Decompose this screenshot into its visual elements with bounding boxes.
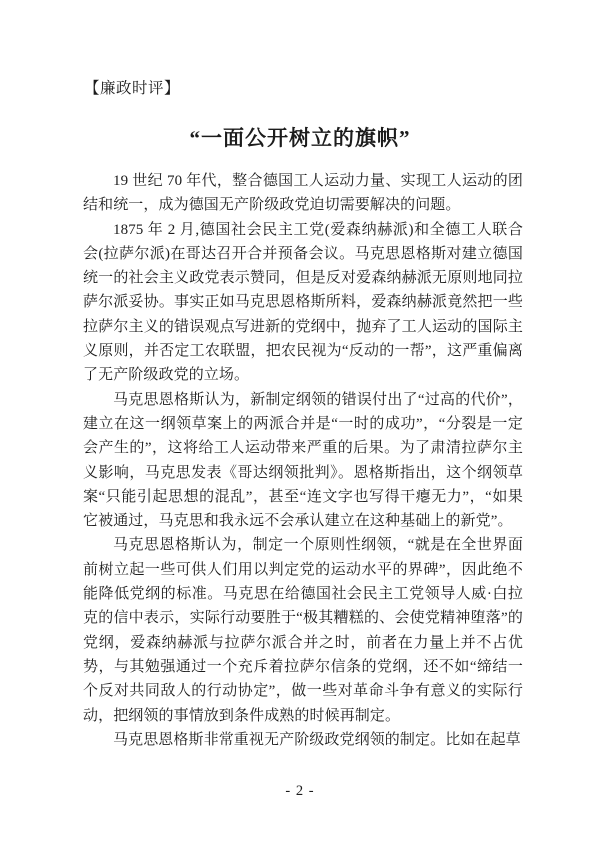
article-title: “一面公开树立的旗帜” — [189, 126, 411, 150]
paragraph: 马克思恩格斯非常重视无产阶级政党纲领的制定。比如在起草 — [113, 731, 521, 748]
page-number: - 2 - — [285, 783, 315, 799]
paragraph: 19 世纪 70 年代，整合德国工人运动力量、实现工人运动的团结和统一，成为德国无产阶级政党迫切需要解决的问题。 — [83, 173, 523, 214]
paragraph: 马克思恩格斯认为，制定一个原则性纲领，“就是在全世界面前树立起一些可供人们用以判定党的运动水平的界碑”，因此绝不能降低党纲的标准。马克思在给德国社会民主工党领导人威·白拉克的信中表示，实际行动要胜于“极其糟糕的、会使党精神堕落”的党纲，爱森纳赫派与拉萨尔派合并之时，前者在力量上并不占优势，与其勉强通过一个充斥着拉萨尔信条的党纲，还不如“缔结一个反对共同敌人的行动协定”，做一些对革命斗争有意义的实际行动，把纲领的事情放到条件成熟的时候再制定。 — [83, 537, 523, 724]
article-body — [83, 169, 523, 752]
paragraph: 马克思恩格斯认为，新制定纲领的错误付出了“过高的代价”，建立在这一纲领草案上的两派合并是“一时的成功”，“分裂是一定会产生的”，这将给工人运动带来严重的后果。为了肃清拉萨尔主义影响，马克思发表《哥达纲领批判》。恩格斯指出，这个纲领草案“只能引起思想的混乱”，甚至“连文字也写得干瘪无力”，“如果它被通过，马克思和我永远不会承认建立在这种基础上的新党”。 — [83, 391, 523, 530]
paragraph: 1875 年 2 月,德国社会民主工党(爱森纳赫派)和全德工人联合会(拉萨尔派)在哥达召开合并预备会议。马克思恩格斯对建立德国统一的社会主义政党表示赞同，但是反对爱森纳赫派无原则地同拉萨尔派妥协。事实正如马克思恩格斯所料，爱森纳赫派竟然把一些拉萨尔主义的错误观点写进新的党纲中，抛弃了工人运动的国际主义原则，并否定工农联盟，把农民视为“反动的一帮”，这严重偏离了无产阶级政党的立场。 — [83, 221, 523, 384]
section-tag: 【廉政时评】 — [84, 80, 181, 97]
